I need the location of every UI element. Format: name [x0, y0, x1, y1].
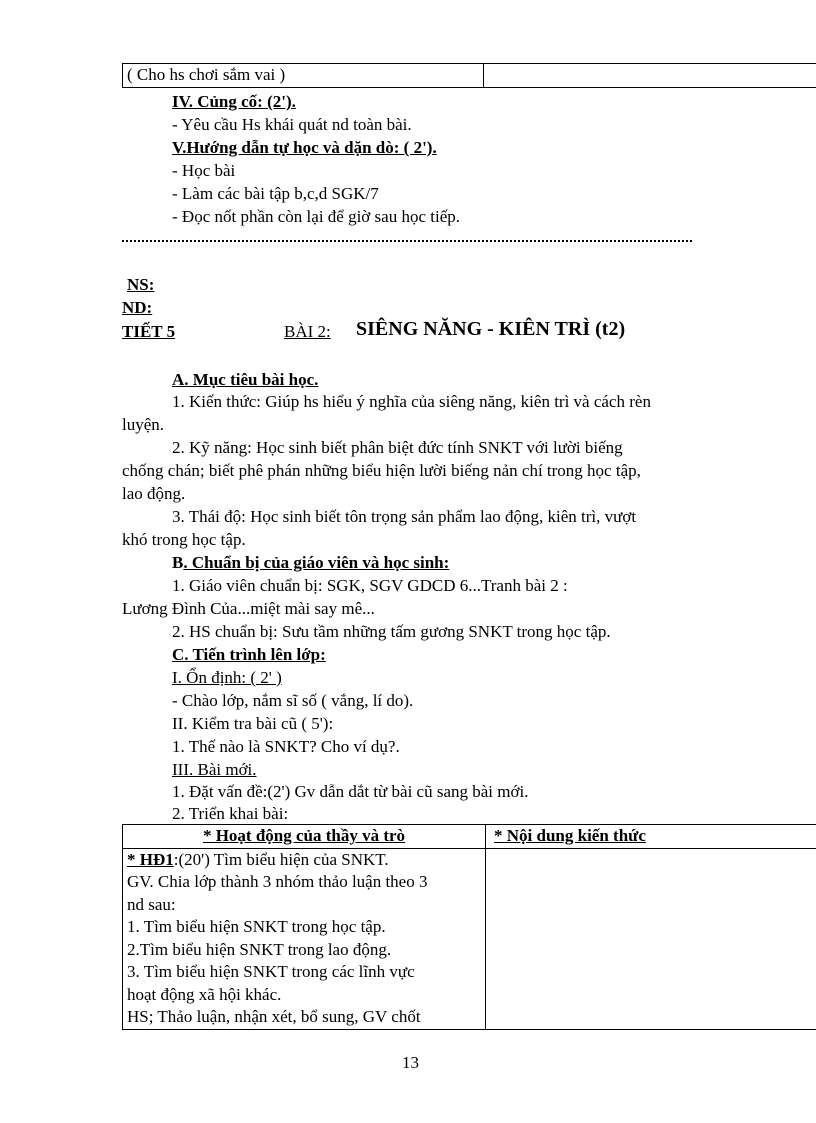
top-table [122, 63, 816, 88]
huong-dan-heading: V.Hướng dẫn tự học và dặn dò: ( 2'). [172, 138, 437, 157]
activity-header-left: * Hoạt động của thầy và trò [123, 825, 486, 849]
cung-co-line: - Yêu cầu Hs khái quát nd toàn bài. [172, 115, 412, 134]
nd-label: ND: [122, 298, 153, 317]
dotted-divider [122, 230, 692, 242]
cung-co-heading: IV. Củng cố: (2'). [172, 92, 296, 111]
activity-right-cell [486, 848, 816, 1029]
lesson-title: SIÊNG NĂNG - KIÊN TRÌ (t2) [356, 318, 626, 340]
muc-tieu-kien-thuc-cont: luyện. [122, 415, 165, 434]
chuan-bi-gv: 1. Giáo viên chuẩn bị: SGK, SGV GDCD 6...Tranh bài 2 : [172, 576, 568, 595]
activity-left-cell [123, 848, 486, 1029]
huong-dan-item: - Làm các bài tập b,c,d SGK/7 [172, 184, 379, 203]
chao-lop: - Chào lớp, nắm sĩ số ( vắng, lí do). [172, 691, 414, 710]
activity-header-right: * Nội dung kiến thức [486, 825, 816, 849]
muc-tieu-ky-nang-cont: chống chán; biết phê phán những biểu hiện lười biếng nản chí trong học tập, [122, 461, 641, 480]
on-dinh: I. Ổn định: ( 2' ) [172, 668, 282, 687]
ns-label: NS: [127, 275, 155, 294]
hd1-text: :(20') Tìm biểu hiện của SNKT. [173, 849, 389, 869]
huong-dan-item: - Đọc nốt phần còn lại để giờ sau học tiếp. [172, 207, 460, 226]
activity-line: nd sau: [127, 894, 176, 914]
bai-moi: III. Bài mới. [172, 760, 257, 779]
activity-table [122, 824, 816, 1030]
chuan-bi-hs: 2. HS chuẩn bị: Sưu tầm những tấm gương SNKT trong học tập. [172, 622, 611, 641]
activity-line: GV. Chia lớp thành 3 nhóm thảo luận theo 3 [127, 872, 428, 891]
muc-tieu-kien-thuc: 1. Kiến thức: Giúp hs hiểu ý nghĩa của siêng năng, kiên trì và cách rèn [172, 392, 651, 411]
cau-hoi-kiem-tra: 1. Thế nào là SNKT? Cho ví dụ?. [172, 737, 400, 756]
kiem-tra-bai-cu: II. Kiểm tra bài cũ ( 5'): [172, 714, 334, 733]
activity-line: 2.Tìm biểu hiện SNKT trong lao động. [127, 939, 392, 959]
muc-tieu-ky-nang-cont: lao động. [122, 484, 186, 503]
top-table-left-cell: ( Cho hs chơi sắm vai ) [123, 64, 484, 88]
hd1-label: * HĐ1 [127, 849, 174, 869]
section-c-heading: C. Tiến trình lên lớp: [172, 645, 326, 664]
hd1-line [127, 849, 481, 872]
top-table-right-cell [484, 64, 816, 88]
muc-tieu-thai-do: 3. Thái độ: Học sinh biết tôn trọng sản phẩm lao động, kiên trì, vượt [172, 507, 637, 526]
activity-line: 1. Tìm biểu hiện SNKT trong học tập. [127, 917, 386, 936]
activity-line: hoạt động xã hội khác. [127, 984, 282, 1004]
muc-tieu-thai-do-cont: khó trong học tập. [122, 530, 246, 549]
chuan-bi-gv-cont: Lương Đình Của...miệt mài say mê... [122, 599, 375, 618]
section-a-heading: A. Mục tiêu bài học. [172, 370, 319, 389]
page-number: 13 [402, 1053, 419, 1072]
trien-khai-bai: 2. Triển khai bài: [172, 804, 289, 823]
activity-line: HS; Thảo luận, nhận xét, bổ sung, GV chốt [127, 1007, 421, 1026]
muc-tieu-ky-nang: 2. Kỹ năng: Học sinh biết phân biệt đức tính SNKT với lười biếng [172, 438, 623, 457]
tiet-label: TIẾT 5 [122, 322, 176, 341]
section-b-letter: B [172, 553, 184, 572]
huong-dan-item: - Học bài [172, 161, 236, 180]
activity-line: 3. Tìm biểu hiện SNKT trong các lĩnh vực [127, 962, 415, 981]
dat-van-de: 1. Đặt vấn đề:(2') Gv dẫn dắt từ bài cũ sang bài mới. [172, 782, 529, 801]
section-b-title: . Chuẩn bị của giáo viên và học sinh: [183, 553, 450, 572]
section-b-heading [172, 552, 449, 575]
bai-label: BÀI 2: [284, 322, 331, 341]
